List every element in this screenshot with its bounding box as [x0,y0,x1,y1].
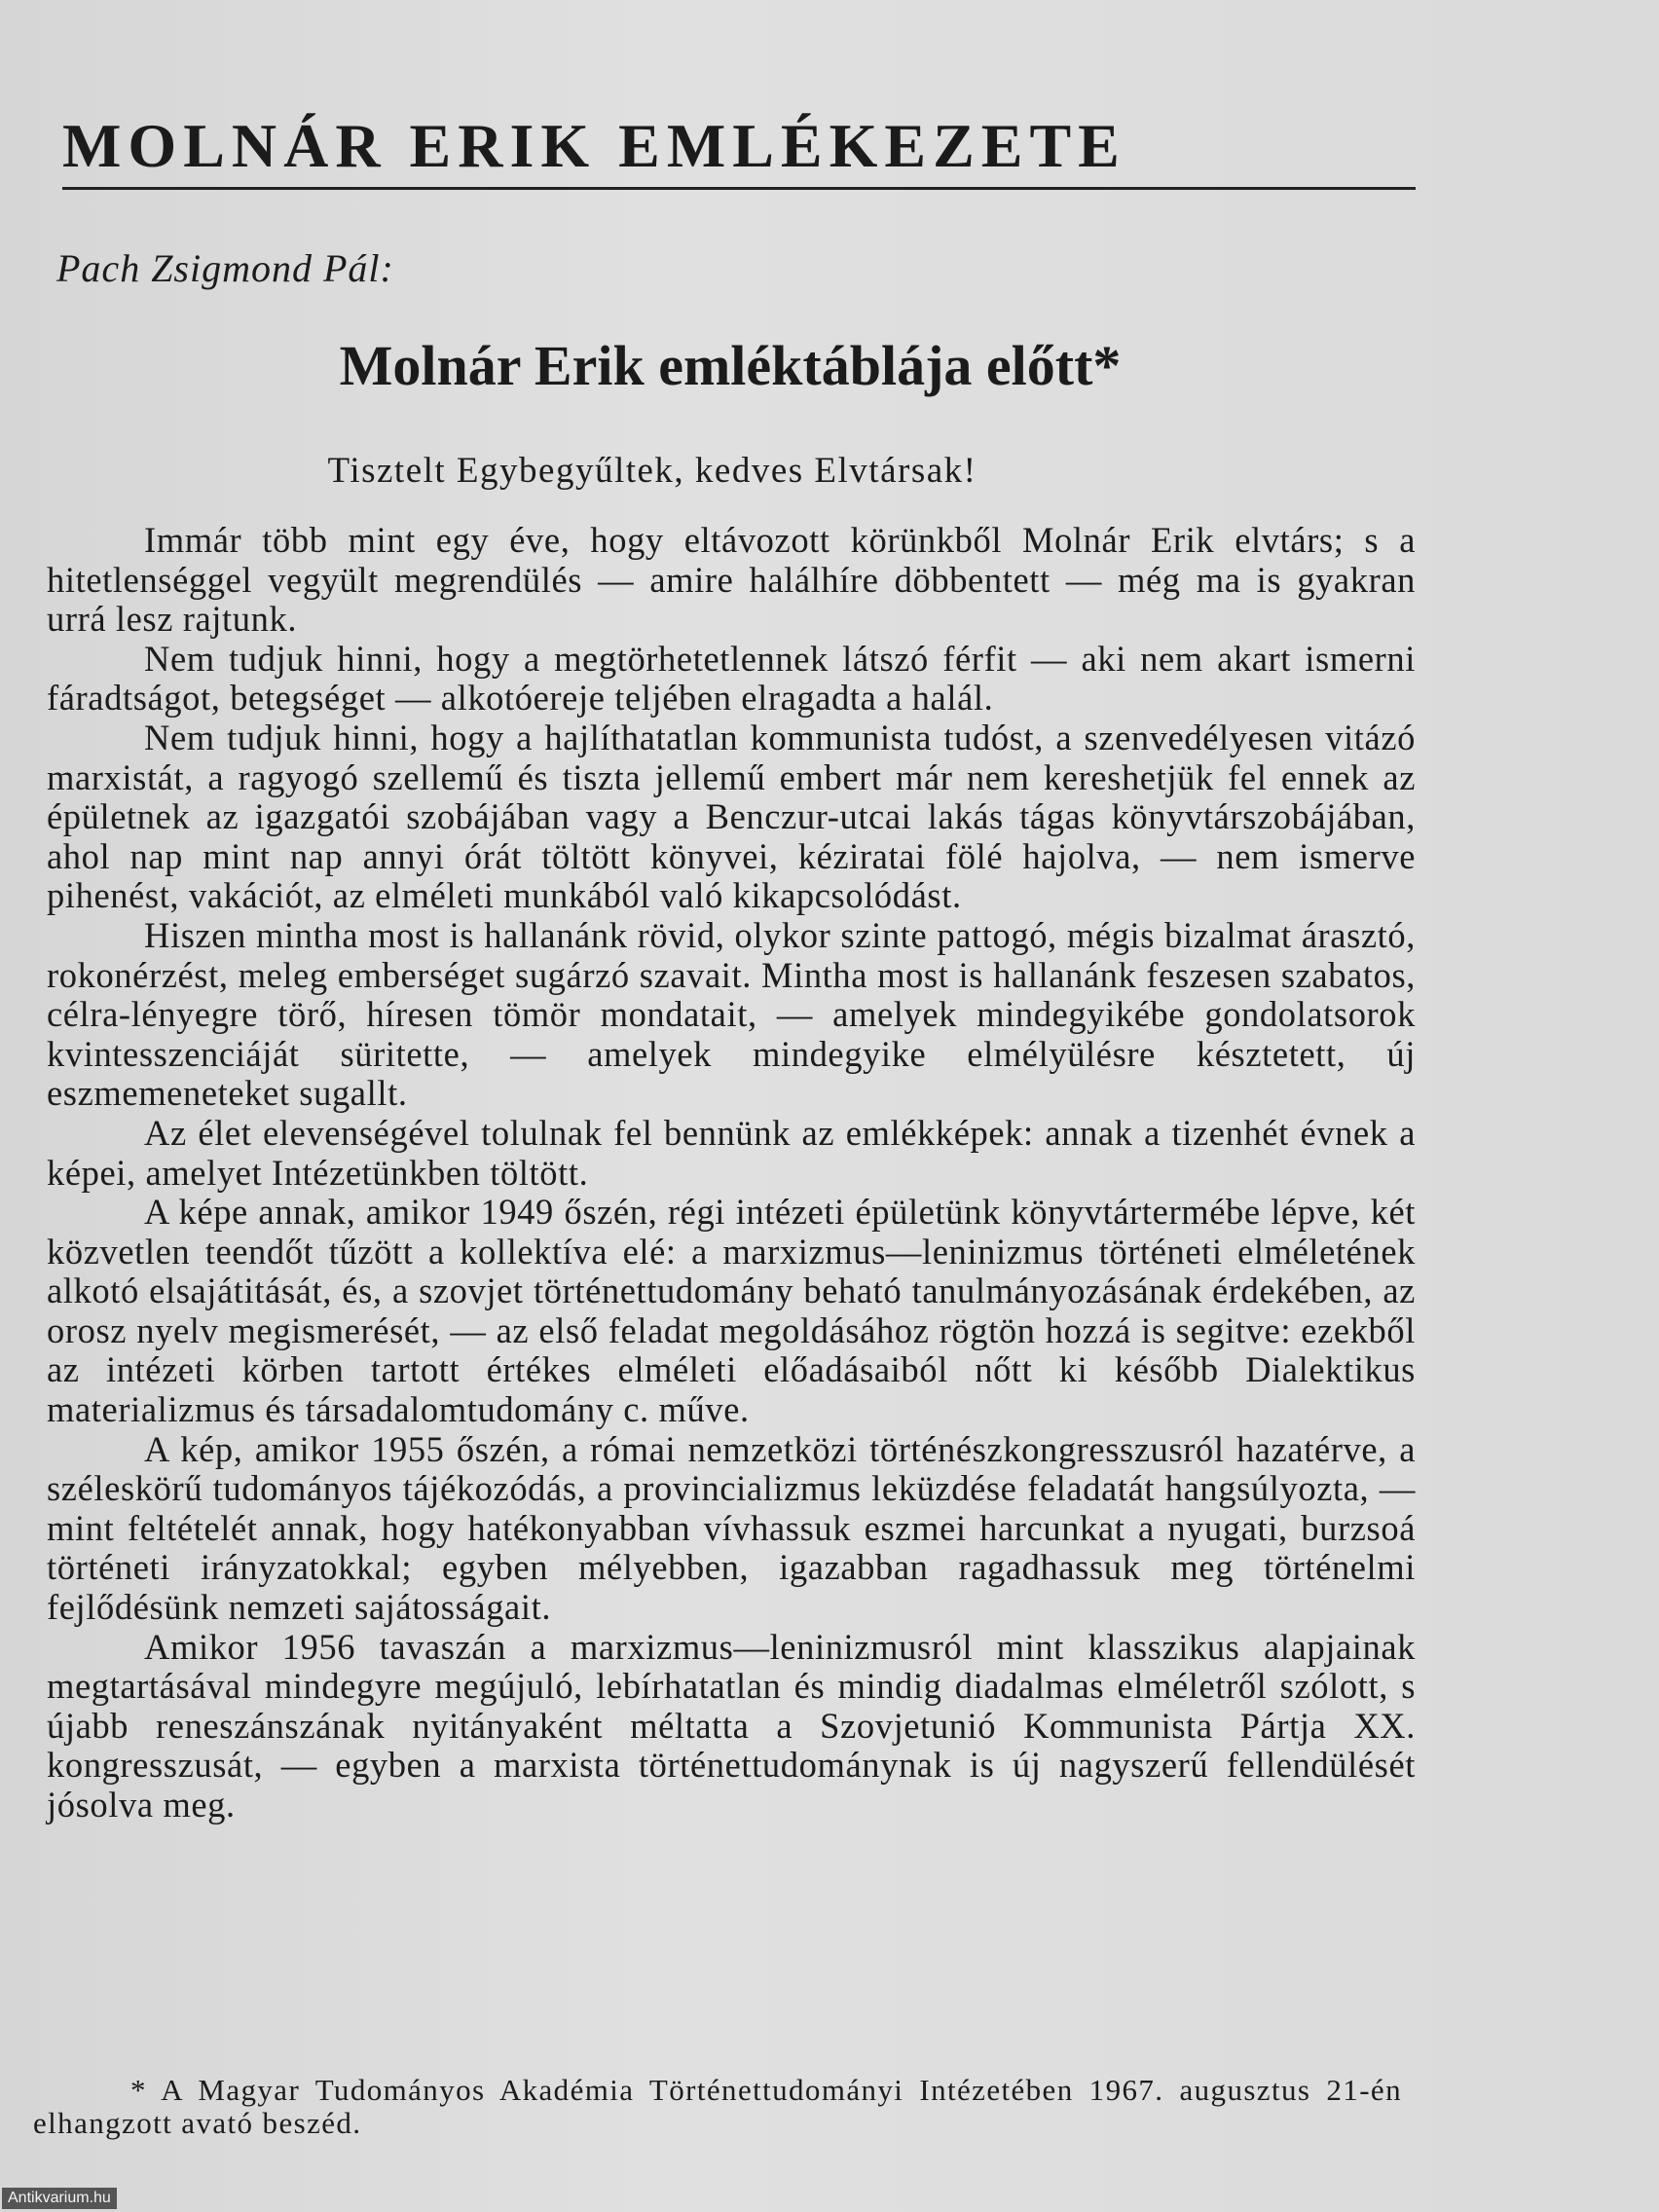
salutation: Tisztelt Egybegyűltek, kedves Elvtársak! [327,451,977,491]
article-body [47,521,1416,1825]
paragraph: A képe annak, amikor 1949 őszén, régi intézeti épületünk könyvtártermébe lépve, két közvetlen teendőt tűzött a kollektíva elé: a marxizmus—leninizmus történeti elméletének alkotó elsajátitását, és, a szovjet történettudomány beható tanulmányozásának érdekében, az orosz nyelv megismerését, — az első feladat megoldásához rögtön hozzá is segitve: ezekből az intézeti körben tartott értékes elméleti előadásaiból nőtt ki később Dialektikus materializmus és társadalomtudomány c. műve. [47,1192,1416,1430]
heading-rule [62,187,1416,190]
paragraph: A kép, amikor 1955 őszén, a római nemzetközi történészkongresszusról hazatérve, a széleskörű tudományos tájékozódás, a provincializmus leküzdése feladatát hangsúlyozta, — mint feltételét annak, hogy hatékonyabban vívhassuk eszmei harcunkat a nyugati, burzsoá történeti irányzatokkal; egyben mélyebben, igazabban ragadhassuk meg történelmi fejlődésünk nemzeti sajátosságait. [47,1428,1416,1628]
paragraph: Hiszen mintha most is hallanánk rövid, olykor szinte pattogó, mégis bizalmat árasztó, rokonérzést, meleg emberséget sugárzó szavait. Mintha most is hallanánk feszesen szabatos, célra-lényegre törő, híresen tömör mondatait, — amelyek mindegyikébe gondolatsorok kvintesszenciáját süritette, — amelyek mindegyike elmélyülésre késztetett, új eszmemeneteket sugallt. [47,914,1416,1114]
watermark: Antikvarium.hu [2,2188,117,2209]
paragraph: Immár több mint egy éve, hogy eltávozott körünkből Molnár Erik elvtárs; s a hitetlenséggel vegyült megrendülés — amire halálhíre döbbentett — még ma is gyakran urrá lesz rajtunk. [47,520,1416,640]
footnote [33,2074,1402,2140]
paragraph: Amikor 1956 tavaszán a marxizmus—leninizmusról mint klasszikus alapjainak megtartásával mindegyre megújuló, lebírhatatlan és mindig diadalmas elméletről szólott, s újabb reneszánszának nyitányaként méltatta a Szovjetunió Kommunista Pártja XX. kongresszusát, — egyben a marxista történettudománynak is új nagyszerű fellendülését jósolva meg. [47,1626,1416,1825]
article-title: Molnár Erik emléktáblája előtt* [339,334,1122,397]
paragraph: Az élet elevenségével tolulnak fel bennünk az emlékképek: annak a tizenhét évnek a képei, amelyet Intézetünkben töltött. [47,1112,1416,1193]
paragraph: Nem tudjuk hinni, hogy a hajlíthatatlan kommunista tudóst, a szenvedélyesen vitázó marxistát, a ragyogó szellemű és tiszta jellemű embert már nem kereshetjük fel ennek az épületnek az igazgatói szobájában vagy a Benczur-utcai lakás tágas könyvtárszobájában, ahol nap mint nap annyi órát töltött könyvei, kéziratai fölé hajolva, — nem ismerve pihenést, vakációt, az elméleti munkából való kikapcsolódást. [47,717,1416,916]
paragraph: Nem tudjuk hinni, hogy a megtörhetetlennek látszó férfit — aki nem akart ismerni fáradtságot, betegséget — alkotóereje teljében elragadta a halál. [47,638,1416,719]
author-name: Pach Zsigmond Pál: [56,246,394,290]
section-heading: MOLNÁR ERIK EMLÉKEZETE [62,111,1126,180]
footnote-text: * A Magyar Tudományos Akadémia Történettudományi Intézetében 1967. augusztus 21-én elhangzott avató beszéd. [33,2073,1402,2140]
